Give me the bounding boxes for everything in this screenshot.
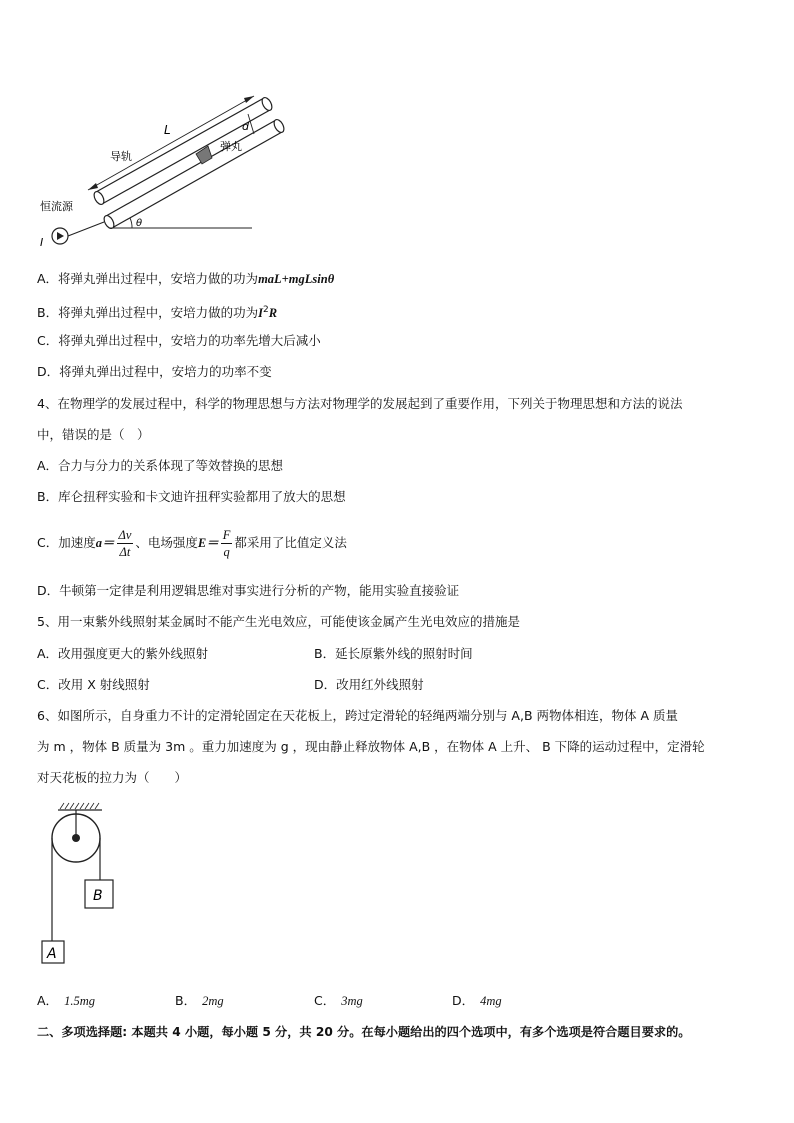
q6-option-a-value: 1.5mg bbox=[64, 994, 95, 1008]
q3-option-a bbox=[37, 270, 334, 288]
q6-option-d bbox=[452, 992, 502, 1010]
q4-option-c-suffix: 都采用了比值定义法 bbox=[234, 535, 347, 550]
q3-option-c: C．将弹丸弹出过程中，安培力的功率先增大后减小 bbox=[37, 333, 321, 348]
q3-option-a-formula: maL+mgLsinθ bbox=[258, 272, 335, 286]
q4-stem-line2: 中，错误的是（ ） bbox=[37, 427, 150, 442]
section2-title: 二、多项选择题: 本题共 4 小题，每小题 5 分，共 20 分。在每小题给出的四个选项中，有多个选项是符合题目要求的。 bbox=[37, 1025, 691, 1039]
q4-option-c-text: C．加速度 bbox=[37, 535, 96, 550]
q6-option-a bbox=[37, 992, 95, 1010]
q4-option-c-mid: 、电场强度 bbox=[135, 535, 198, 550]
label-bullet: 弹丸 bbox=[220, 140, 242, 153]
q5-option-a: A．改用强度更大的紫外线照射 bbox=[37, 646, 209, 661]
fraction-numerator: F bbox=[222, 528, 231, 542]
q6-stem-line3: 对天花板的拉力为（ ） bbox=[37, 770, 188, 785]
q3-option-b-text: B．将弹丸弹出过程中，安培力做的功为 bbox=[37, 305, 259, 321]
q3-option-b-formula-i: I bbox=[258, 306, 263, 321]
q5-option-d: D．改用红外线照射 bbox=[314, 677, 424, 692]
q4-option-b: B．库仑扭秤实验和卡文迪许扭秤实验都用了放大的思想 bbox=[37, 489, 346, 504]
fraction-numerator: Δv bbox=[118, 528, 132, 542]
label-I: I bbox=[40, 236, 44, 249]
q6-option-b-label: B． bbox=[175, 993, 197, 1008]
label-rail: 导轨 bbox=[110, 150, 132, 163]
label-d: d bbox=[242, 120, 249, 133]
q6-option-d-value: 4mg bbox=[480, 994, 502, 1008]
q5-option-b: B．延长原紫外线的照射时间 bbox=[314, 646, 473, 661]
q3-option-b bbox=[37, 301, 277, 322]
fraction-denominator: Δt bbox=[119, 545, 131, 559]
q6-option-c-label: C． bbox=[314, 993, 336, 1008]
label-L: L bbox=[164, 123, 171, 137]
q6-option-d-label: D． bbox=[452, 993, 475, 1008]
q4-option-d: D．牛顿第一定律是利用逻辑思维对事实进行分析的产物，能用实验直接验证 bbox=[37, 583, 460, 598]
label-theta: θ bbox=[136, 218, 143, 229]
label-source: 恒流源 bbox=[40, 200, 73, 213]
q4-option-c-a: a＝ bbox=[95, 536, 115, 550]
q4-option-c bbox=[37, 520, 347, 566]
q6-option-a-label: A． bbox=[37, 993, 59, 1008]
q6-option-b bbox=[175, 992, 224, 1010]
q5-option-c: C．改用 X 射线照射 bbox=[37, 677, 150, 692]
q3-option-b-formula-r: R bbox=[268, 306, 278, 321]
q4-option-a: A．合力与分力的关系体现了等效替换的思想 bbox=[37, 458, 284, 473]
block-a-label: A bbox=[47, 946, 57, 962]
q4-option-c-e: E＝ bbox=[197, 536, 219, 550]
q6-option-b-value: 2mg bbox=[202, 994, 224, 1008]
q5-stem: 5、用一束紫外线照射某金属时不能产生光电效应，可能使该金属产生光电效应的措施是 bbox=[37, 614, 520, 629]
q3-option-a-text: A．将弹丸弹出过程中，安培力做的功为 bbox=[37, 271, 259, 286]
q3-option-b-formula-sup: 2 bbox=[262, 305, 269, 315]
q6-stem-line1: 6、如图所示，自身重力不计的定滑轮固定在天花板上，跨过定滑轮的轻绳两端分别与 A,B 两物体相连，物体 A 质量 bbox=[37, 708, 678, 723]
pulley-figure bbox=[40, 798, 120, 970]
fraction-dv-dt bbox=[117, 527, 134, 560]
q6-stem-line2: 为 m ，物体 B 质量为 3m 。重力加速度为 g ，现由静止释放物体 A,B ，在物体 A 上升、 B 下降的运动过程中，定滑轮 bbox=[37, 739, 705, 754]
q4-stem-line1: 4、在物理学的发展过程中，科学的物理思想与方法对物理学的发展起到了重要作用，下列关于物理思想和方法的说法 bbox=[37, 396, 683, 411]
fraction-f-q bbox=[221, 527, 233, 560]
q6-option-c bbox=[314, 992, 363, 1010]
fraction-denominator: q bbox=[223, 545, 230, 559]
q3-option-d: D．将弹丸弹出过程中，安培力的功率不变 bbox=[37, 364, 272, 379]
q6-option-c-value: 3mg bbox=[341, 994, 363, 1008]
rail-gun-figure bbox=[36, 88, 296, 258]
block-b-label: B bbox=[93, 888, 103, 904]
